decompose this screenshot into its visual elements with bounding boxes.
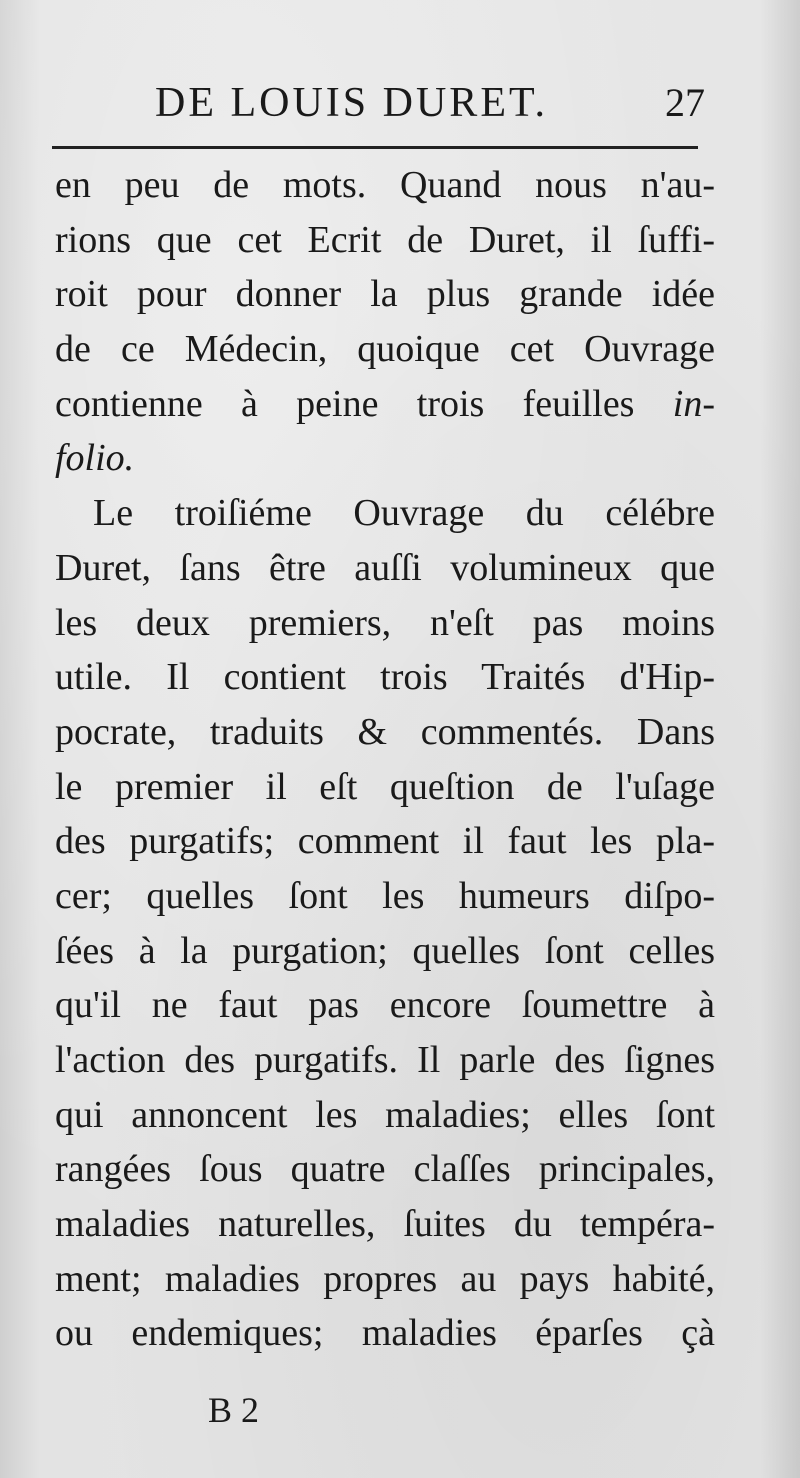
text-line: de ce Médecin, quoique cet Ouvrage: [55, 328, 715, 371]
text-line: [55, 431, 715, 486]
text-line: en peu de mots. Quand nous n'au-: [55, 164, 715, 206]
text-line: ſées à la purgation; quelles ſont celles: [55, 929, 715, 972]
text-line: l'action des purgatifs. Il parle des ſignes: [55, 1039, 715, 1081]
text-line: rions que cet Ecrit de Duret, il ſuffi-: [55, 218, 715, 261]
signature-mark: B 2: [208, 1390, 260, 1430]
text-line: ment; maladies propres au pays habité,: [55, 1257, 715, 1300]
text-line: qu'il ne faut pas encore ſoumettre à: [55, 984, 715, 1027]
page-number: 27: [665, 80, 705, 125]
text-line: les deux premiers, n'eſt pas moins: [55, 601, 715, 644]
text-line: le premier il eſt queſtion de l'uſage: [55, 765, 715, 808]
text-line: qui annoncent les maladies; elles ſont: [55, 1093, 715, 1136]
running-head: DE LOUIS DURET.: [155, 80, 549, 126]
text-line: Duret, ſans être auſſi volumineux que: [55, 546, 715, 589]
header-rule: [52, 146, 698, 149]
text-line: pocrate, traduits & commentés. Dans: [55, 710, 715, 753]
body-text: [55, 158, 715, 1361]
text-line: roit pour donner la plus grande idée: [55, 273, 715, 316]
italic-text: in-: [672, 382, 716, 425]
page-header: [55, 78, 705, 128]
text-line: cer; quelles ſont les humeurs diſpo-: [55, 874, 715, 917]
text-line-with-italic: [55, 377, 715, 432]
text-line: utile. Il contient trois Traités d'Hip-: [55, 656, 715, 699]
text-segment: contienne à peine trois feuilles: [55, 382, 635, 425]
text-line: maladies naturelles, ſuites du tempéra-: [55, 1203, 715, 1246]
text-line: Le troiſiéme Ouvrage du célébre: [93, 492, 715, 535]
text-line: ou endemiques; maladies éparſes çà: [55, 1312, 715, 1355]
text-line: rangées ſous quatre claſſes principales,: [55, 1148, 715, 1191]
italic-text: folio.: [55, 437, 135, 480]
text-line: des purgatifs; comment il faut les pla-: [55, 820, 715, 863]
